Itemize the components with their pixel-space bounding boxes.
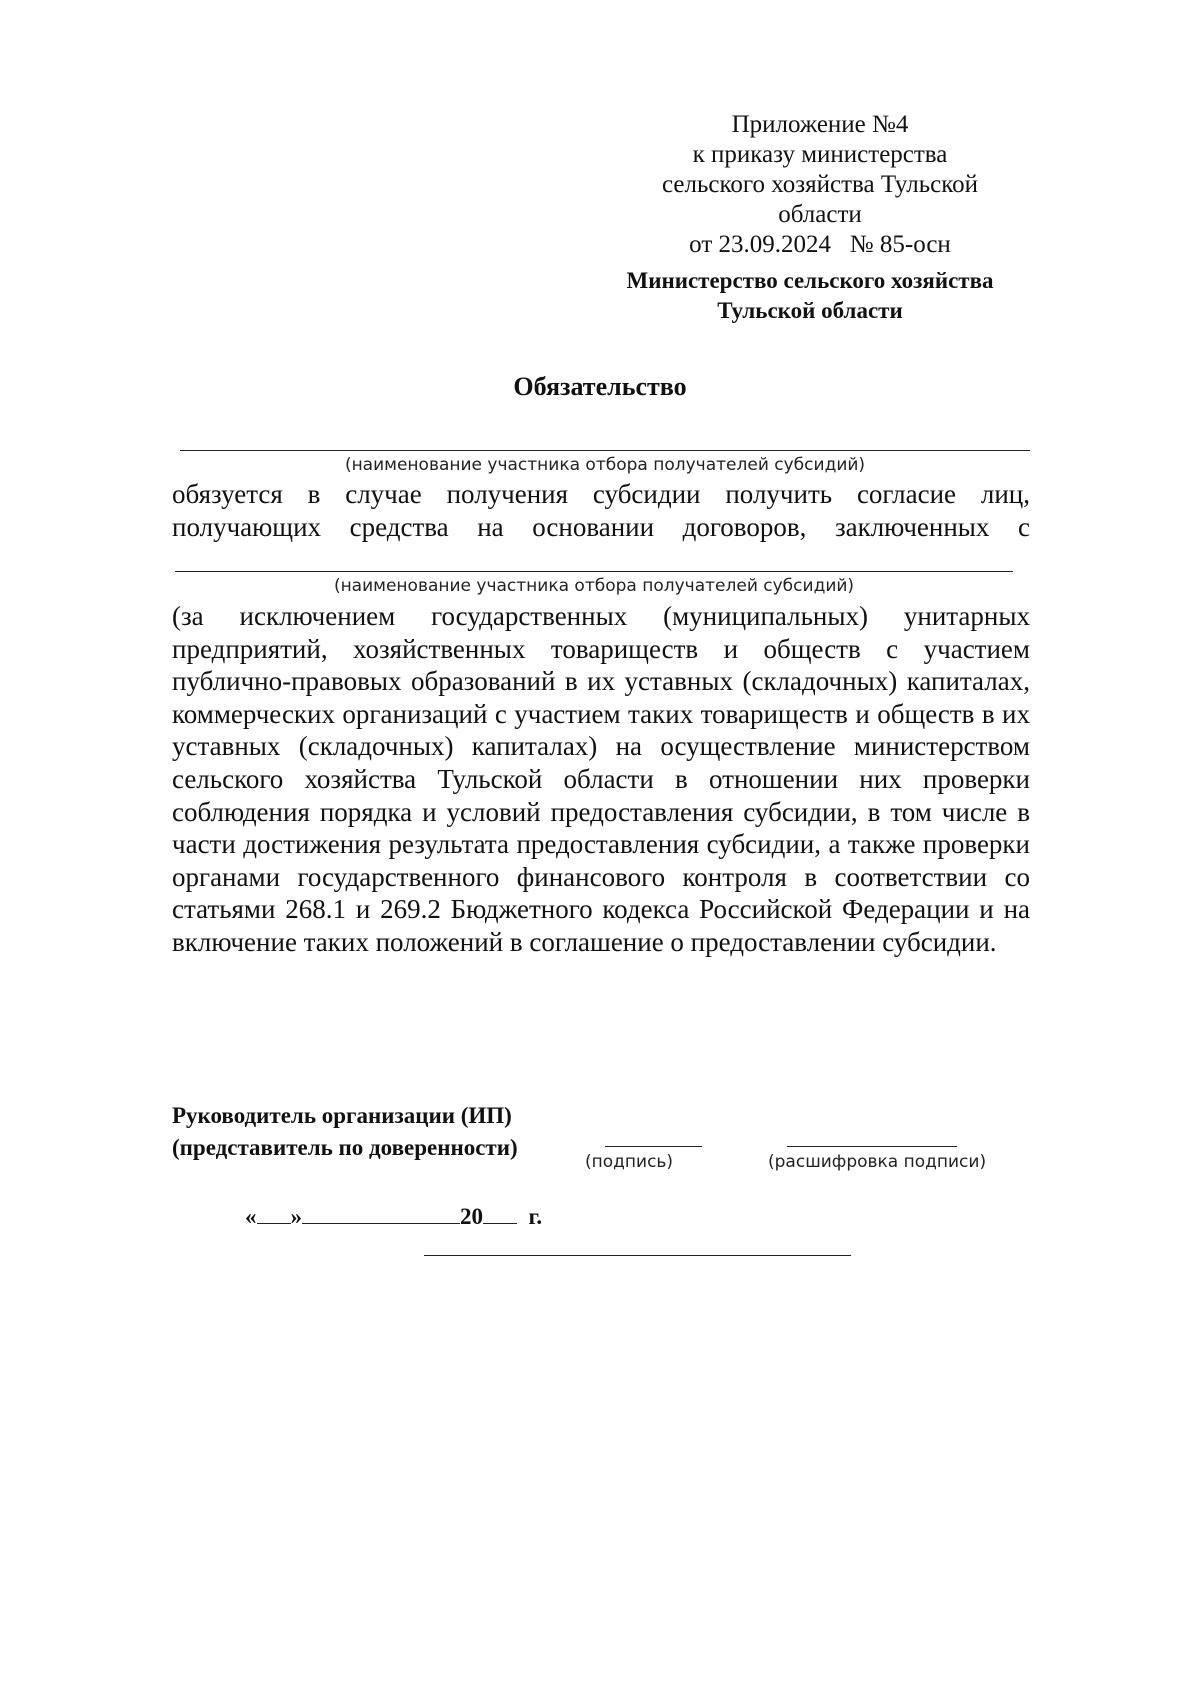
ministry-name-line1: Министерство сельского хозяйства (626, 268, 994, 293)
signatory-title (172, 1100, 518, 1164)
signature-decoding-field[interactable] (787, 1146, 957, 1147)
document-title: Обязательство (513, 372, 687, 401)
obligation-text-line1: обязуется в случае получения субсидии получить согласие лиц, (172, 479, 1030, 509)
date-year-field[interactable] (483, 1205, 517, 1224)
date-open-quote: « (245, 1204, 257, 1229)
appendix-order-date-number (620, 230, 1020, 260)
signature-decoding-caption: (расшифровка подписи) (768, 1152, 987, 1172)
participant-name-caption: (наименование участника отбора получателей субсидий) (344, 455, 866, 475)
appendix-header (620, 110, 1020, 260)
date-close-quote: » (290, 1204, 302, 1229)
date-day-field[interactable] (257, 1205, 291, 1224)
order-number: № 85-осн (849, 231, 951, 258)
obligation-text-body: (за исключением государственных (муниципальных) унитарных предприятий, хозяйственных товариществ и обществ с участием публично-правовых образований в их уставных (складочных) капиталах, коммерческих организаций с участием таких товариществ и обществ в их уставных (складочных) капиталах) на осуществление министерством сельского хозяйства Тульской области в отношении них проверки соблюдения порядка и условий предоставления субсидии, в том числе в части достижения результата предоставления субсидии, а также проверки органами государственного финансового контроля в соответствии со статьями 268.1 и 269.2 Бюджетного кодекса Российской Федерации и на включение таких положений в соглашение о предоставлении субсидии. (172, 601, 1030, 957)
appendix-region-ref: области (778, 201, 862, 228)
appendix-ministry-ref: сельского хозяйства Тульской (661, 171, 979, 198)
date-line (245, 1204, 542, 1230)
date-month-field[interactable] (302, 1205, 460, 1224)
bottom-fill-line[interactable] (424, 1255, 851, 1256)
contract-party-name-field[interactable] (175, 571, 1013, 572)
signature-field[interactable] (605, 1146, 702, 1147)
contract-party-name-caption: (наименование участника отбора получателей субсидий) (333, 576, 855, 596)
signatory-title-line2: (представитель по доверенности) (172, 1135, 518, 1160)
obligation-text-line2: получающих средства на основании договоров, заключенных с (172, 512, 1030, 542)
date-year-prefix: 20 (460, 1204, 483, 1229)
signature-caption: (подпись) (585, 1152, 674, 1172)
participant-name-field[interactable] (180, 450, 1030, 451)
appendix-order-ref: к приказу министерства (692, 141, 948, 168)
signatory-title-line1: Руководитель организации (ИП) (172, 1103, 512, 1128)
appendix-number: Приложение №4 (731, 111, 909, 138)
date-year-suffix: г. (528, 1204, 543, 1229)
order-date: от 23.09.2024 (689, 231, 832, 258)
ministry-name-line2: Тульской области (717, 298, 903, 323)
ministry-addressee (590, 266, 1030, 326)
